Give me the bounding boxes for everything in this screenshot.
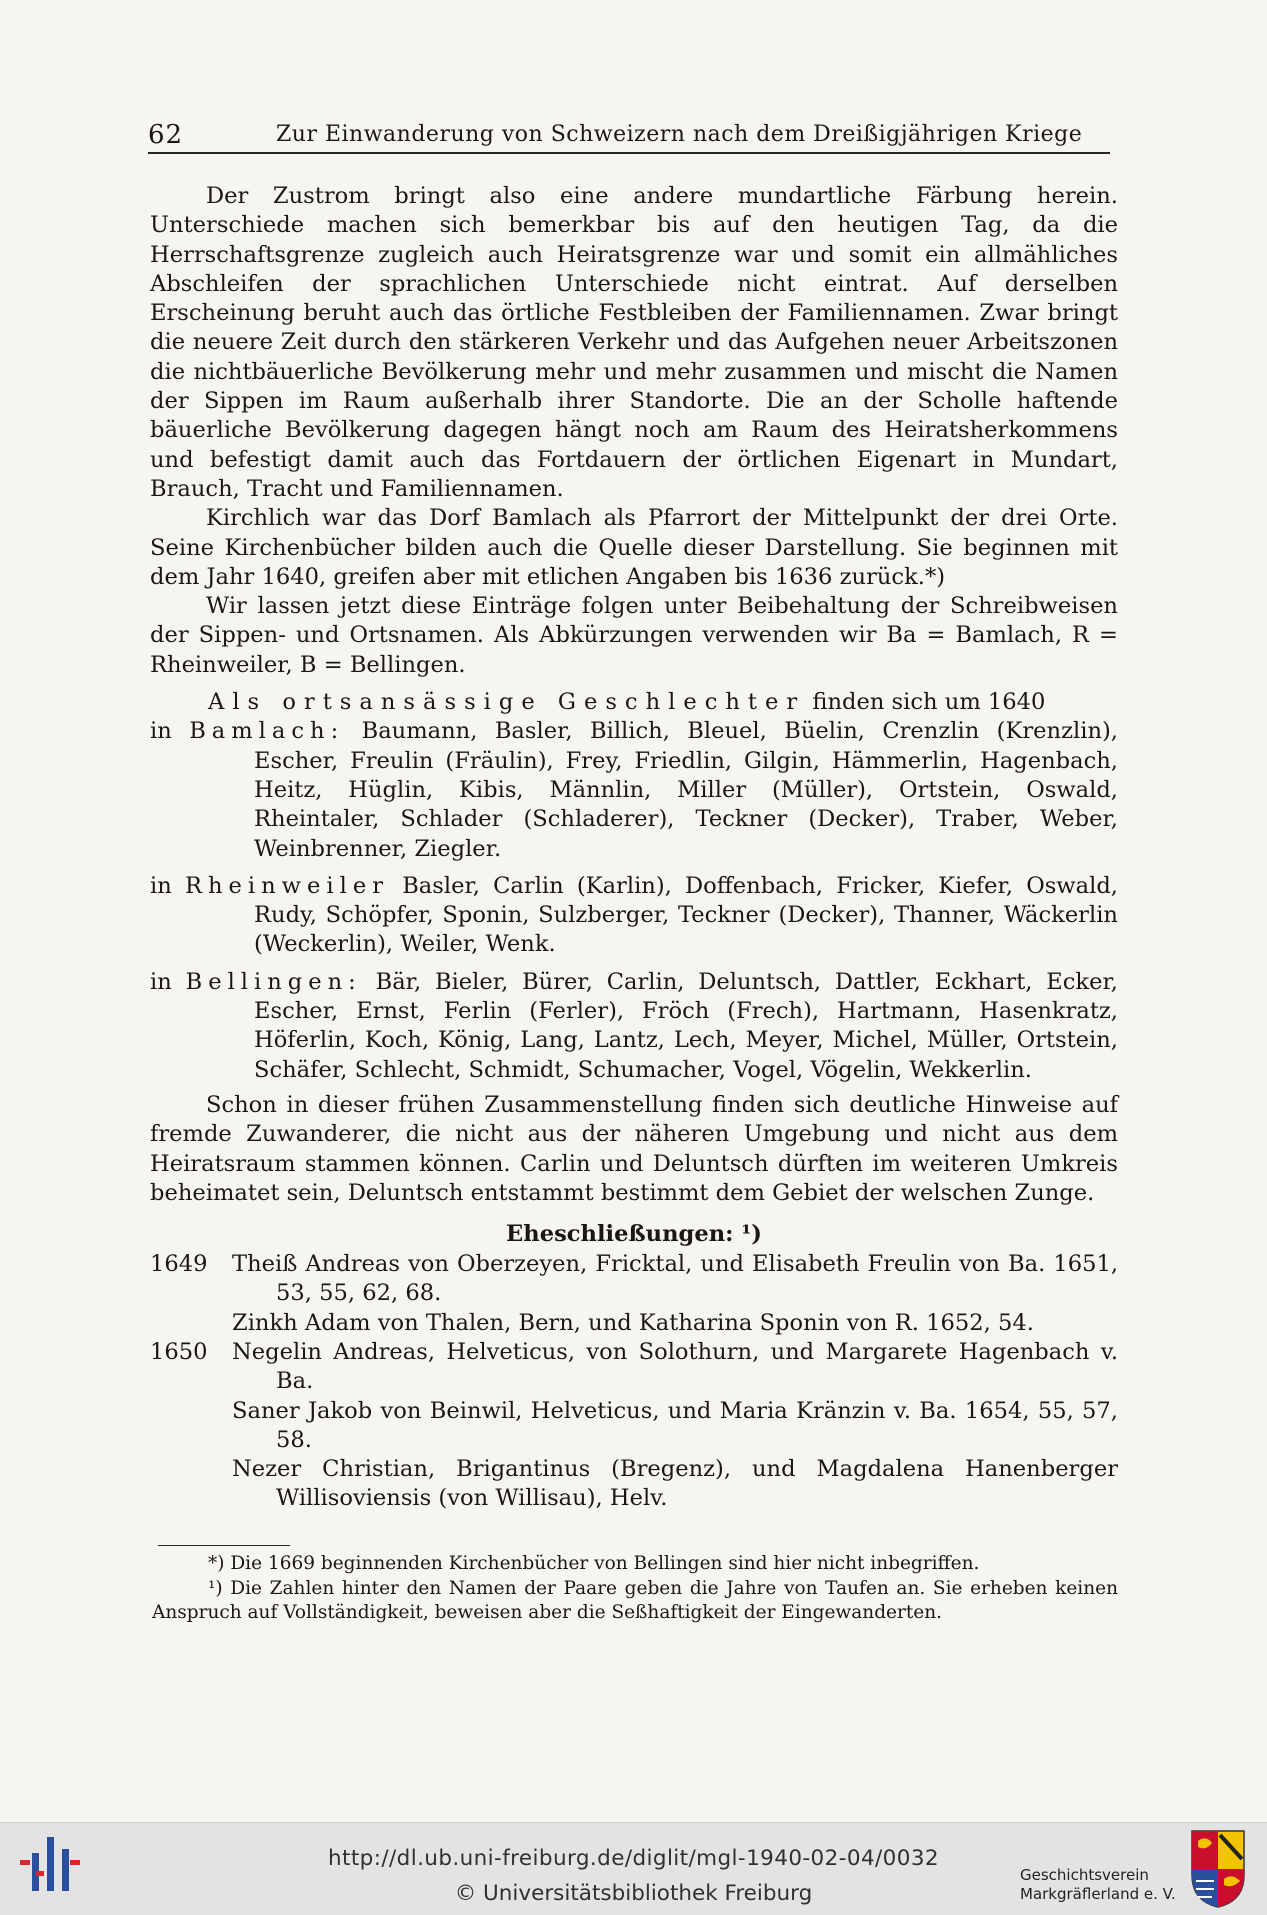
- society-line-1: Geschichtsverein: [1020, 1866, 1149, 1884]
- footnote: ¹) Die Zahlen hinter den Namen der Paare geben die Jahre von Taufen an. Sie erheben keinen Anspruch auf Vollständigkeit, beweisen aber die Seßhaftigkeit der Eingewanderten.: [152, 1577, 1118, 1623]
- marriage-entry: [150, 1338, 1118, 1397]
- entry-year: 1650: [150, 1338, 208, 1365]
- paragraph: Wir lassen jetzt diese Einträge folgen unter Beibehaltung der Schreibweisen der Sippen- und Ortsnamen. Als Abkürzungen verwenden wir Ba = Bamlach, R = Rheinweiler, B = Bellingen.: [150, 593, 1118, 678]
- footnotes: [152, 1552, 1118, 1626]
- entry-text: Saner Jakob von Beinwil, Helveticus, und Maria Kränzin v. Ba. 1654, 55, 57, 58.: [232, 1397, 1118, 1453]
- location-families: Bär, Bieler, Bürer, Carlin, Deluntsch, Dattler, Eckhart, Ecker, Escher, Ernst, Ferlin (Ferler), Fröch (Frech), Hartmann, Hasenkratz, Höferlin, Koch, König, Lang, Lantz, Lech, Meyer, Michel, Müller, Ortstein, Schäfer, Schlecht, Schmidt, Schumacher, Vogel, Vögelin, Wekkerlin.: [254, 968, 1118, 1083]
- families-intro: [150, 688, 1118, 717]
- location-name: Rheinweiler: [184, 872, 390, 899]
- families-intro-spaced: Als ortsansässige Geschlechter: [208, 689, 806, 716]
- society-line-2: Markgräflerland e. V.: [1020, 1885, 1176, 1903]
- viewer-footer-bar: [0, 1822, 1267, 1915]
- marriage-entry: [150, 1309, 1118, 1338]
- page-number: 62: [148, 120, 184, 150]
- entry-text: Negelin Andreas, Helveticus, von Solothurn, und Margarete Hagenbach v. Ba.: [232, 1338, 1118, 1395]
- location-families: Baumann, Basler, Billich, Bleuel, Büelin, Crenzlin (Krenzlin), Escher, Freulin (Fräulin), Frey, Friedlin, Gilgin, Hämmerlin, Hagenbach, Heitz, Hüglin, Kibis, Männlin, Miller (Müller), Ortstein, Oswald, Rheintaler, Schlader (Schladerer), Teckner (Decker), Traber, Weber, Weinbrenner, Ziegler.: [254, 718, 1118, 862]
- society-name: [1020, 1866, 1176, 1904]
- paragraph: Kirchlich war das Dorf Bamlach als Pfarrort der Mittelpunkt der drei Orte. Seine Kirchenbücher bilden auch die Quelle dieser Darstellung. Sie beginnen mit dem Jahr 1640, greifen aber mit etlichen Angaben bis 1636 zurück.*): [150, 505, 1118, 590]
- closing-paragraph: Schon in dieser frühen Zusammenstellung finden sich deutliche Hinweise auf fremde Zuwanderer, die nicht aus der näheren Umgebung und nicht aus dem Heiratsraum stammen können. Carlin und Deluntsch dürften im weiteren Umkreis beheimatet sein, Deluntsch entstammt bestimmt dem Gebiet der welschen Zunge.: [150, 1091, 1118, 1206]
- section-title: Eheschließungen: ¹): [506, 1221, 762, 1248]
- location-name: Bamlach:: [189, 718, 345, 745]
- marriage-entry: [150, 1455, 1118, 1514]
- location-families: Basler, Carlin (Karlin), Doffenbach, Fricker, Kiefer, Oswald, Rudy, Schöpfer, Sponin, Sulzberger, Teckner (Decker), Thanner, Wäckerlin (Weckerlin), Weiler, Wenk.: [254, 872, 1118, 958]
- location-prefix: in: [150, 968, 186, 995]
- marriage-entry: [150, 1397, 1118, 1456]
- entry-year: 1649: [150, 1251, 208, 1278]
- location-bamlach: [150, 717, 1118, 863]
- running-title: Zur Einwanderung von Schweizern nach dem Dreißigjährigen Kriege: [276, 122, 1083, 147]
- location-rheinweiler: [150, 872, 1118, 960]
- page-header: [148, 116, 1110, 154]
- location-name: Bellingen:: [185, 968, 362, 995]
- location-prefix: in: [150, 872, 185, 899]
- footnote: *) Die 1669 beginnenden Kirchenbücher von Bellingen sind hier nicht inbegriffen.: [208, 1553, 980, 1574]
- families-intro-rest: finden sich um 1640: [805, 689, 1046, 716]
- location-prefix: in: [150, 718, 190, 745]
- permalink-url[interactable]: http://dl.ub.uni-freiburg.de/diglit/mgl-1940-02-04/0032: [327, 1846, 939, 1871]
- marriage-entry: [150, 1250, 1118, 1309]
- entry-text: Zinkh Adam von Thalen, Bern, und Katharina Sponin von R. 1652, 54.: [232, 1309, 1034, 1336]
- footnote-rule: [158, 1545, 290, 1546]
- copyright-text: © Universitätsbibliothek Freiburg: [454, 1881, 813, 1906]
- coat-of-arms-icon: [1190, 1829, 1246, 1909]
- entry-text: Theiß Andreas von Oberzeyen, Fricktal, und Elisabeth Freulin von Ba. 1651, 53, 55, 62, 68.: [232, 1251, 1118, 1307]
- paragraph: Der Zustrom bringt also eine andere mundartliche Färbung herein. Unterschiede machen sich bemerkbar bis auf den heutigen Tag, da die Herrschaftsgrenze zugleich auch Heiratsgrenze war und somit ein allmähliches Abschleifen der sprachlichen Unterschiede nicht eintrat. Auf derselben Erscheinung beruht auch das örtliche Festbleiben der Familiennamen. Zwar bringt die neuere Zeit durch den stärkeren Verkehr und das Aufgehen neuer Arbeitszonen die nichtbäuerliche Bevölkerung mehr und mehr zusammen und mischt die Namen der Sippen im Raum außerhalb ihrer Standorte. Die an der Scholle haftende bäuerliche Bevölkerung dagegen hängt noch am Raum des Heiratsherkommens und befestigt damit auch das Fortdauern der örtlichen Eigenart in Mundart, Brauch, Tracht und Familiennamen.: [150, 183, 1118, 502]
- location-bellingen: [150, 968, 1118, 1085]
- page-body: [150, 182, 1118, 1514]
- entry-text: Nezer Christian, Brigantinus (Bregenz), und Magdalena Hanenberger Willisoviensis (von Willisau), Helv.: [232, 1456, 1118, 1512]
